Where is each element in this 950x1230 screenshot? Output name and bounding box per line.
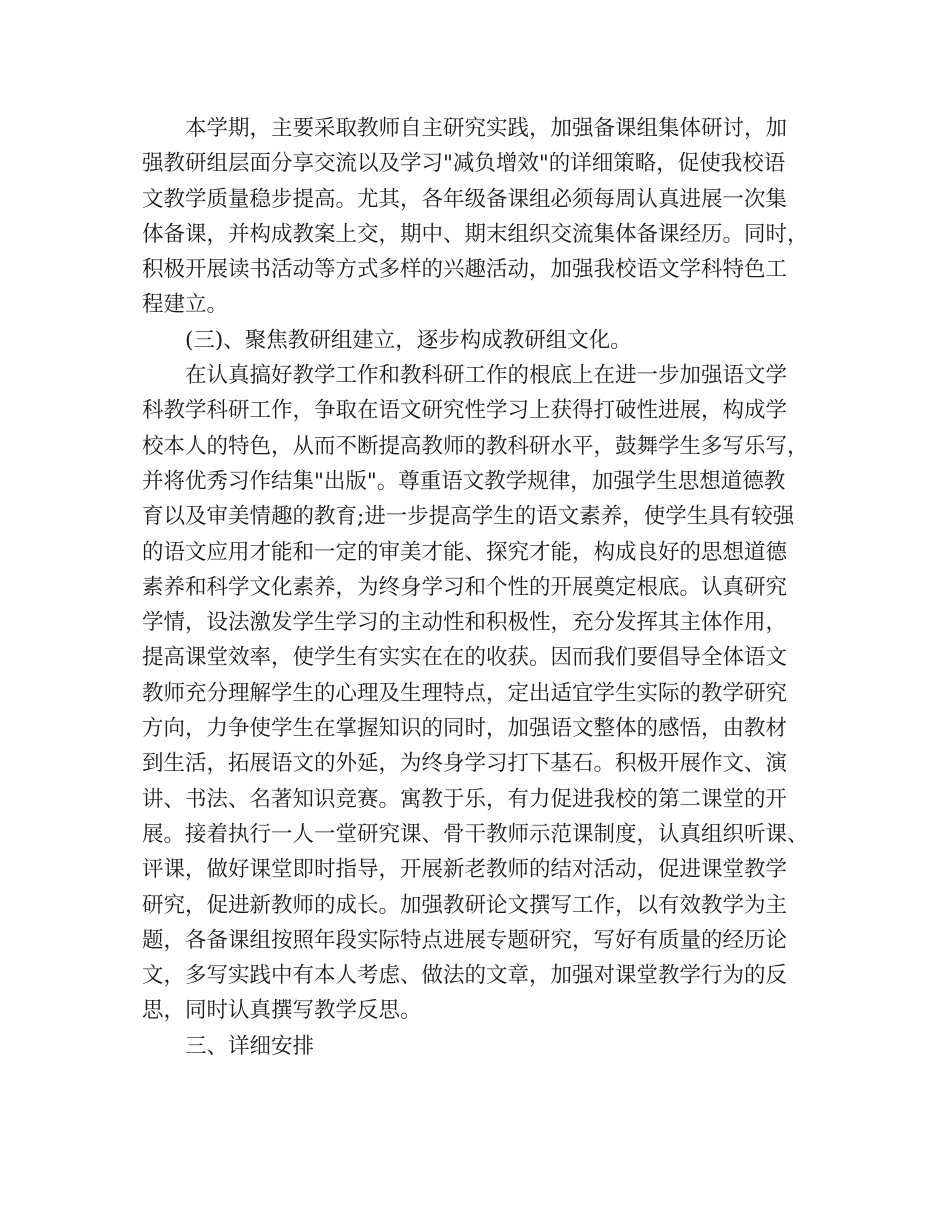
text-line: 评课，做好课堂即时指导，开展新老教师的结对活动，促进课堂教学 (142, 857, 788, 883)
text-line: 本学期，主要采取教师自主研究实践，加强备课组集体研讨，加 (185, 116, 788, 141)
section-heading-detailed-plan: 三、详细安排 (185, 1033, 315, 1059)
text-line: 教师充分理解学生的心理及生理特点，定出适宜学生实际的教学研究 (142, 680, 788, 706)
text-line: 学情，设法激发学生学习的主动性和积极性，充分发挥其主体作用， (142, 610, 788, 636)
text-line: 育以及审美情趣的教育;进一步提高学生的语文素养，使学生具有较强 (142, 504, 795, 530)
text-line: 在认真搞好教学工作和教科研工作的根底上在进一步加强语文学 (185, 363, 788, 389)
text-line: 文教学质量稳步提高。尤其，各年级备课组必须每周认真进展一次集 (142, 186, 788, 212)
text-line: 题，各备课组按照年段实际特点进展专题研究，写好有质量的经历论 (142, 927, 788, 953)
text-line: 校本人的特色，从而不断提高教师的教科研水平，鼓舞学生多写乐写， (142, 433, 809, 459)
text-line: 积极开展读书活动等方式多样的兴趣活动，加强我校语文学科特色工 (142, 257, 788, 283)
text-line: 素养和科学文化素养，为终身学习和个性的开展奠定根底。认真研究 (142, 574, 788, 600)
text-line: 展。接着执行一人一堂研究课、骨干教师示范课制度，认真组织听课、 (142, 821, 809, 847)
text-line: 并将优秀习作结集"出版"。尊重语文教学规律，加强学生思想道德教 (142, 468, 786, 494)
text-line: 研究，促进新教师的成长。加强教研论文撰写工作，以有效教学为主 (142, 892, 788, 918)
paragraph-semester-plan (142, 111, 832, 323)
text-line: 的语文应用才能和一定的审美才能、探究才能，构成良好的思想道德 (142, 539, 788, 565)
paragraph-research-work (142, 358, 832, 1029)
text-line: 程建立。 (142, 292, 229, 318)
text-line: 提高课堂效率，使学生有实实在在的收获。因而我们要倡导全体语文 (142, 645, 788, 671)
text-line: 文，多写实践中有本人考虑、做法的文章，加强对课堂教学行为的反 (142, 963, 788, 989)
text-line: 讲、书法、名著知识竞赛。寓教于乐，有力促进我校的第二课堂的开 (142, 786, 788, 812)
text-line: 方向，力争使学生在掌握知识的同时，加强语文整体的感悟，由教材 (142, 716, 788, 742)
text-line: 科教学科研工作，争取在语文研究性学习上获得打破性进展，构成学 (142, 398, 788, 424)
text-line: 体备课，并构成教案上交，期中、期末组织交流集体备课经历。同时， (142, 221, 809, 247)
document-body (142, 111, 832, 1064)
text-line: 到生活，拓展语文的外延，为终身学习打下基石。积极开展作文、演 (142, 751, 788, 777)
text-line: 强教研组层面分享交流以及学习"减负增效"的详细策略，促使我校语 (142, 151, 786, 177)
text-line: 思，同时认真撰写教学反思。 (142, 998, 422, 1024)
section-heading-teaching-group: (三)、聚焦教研组建立，逐步构成教研组文化。 (185, 327, 632, 353)
